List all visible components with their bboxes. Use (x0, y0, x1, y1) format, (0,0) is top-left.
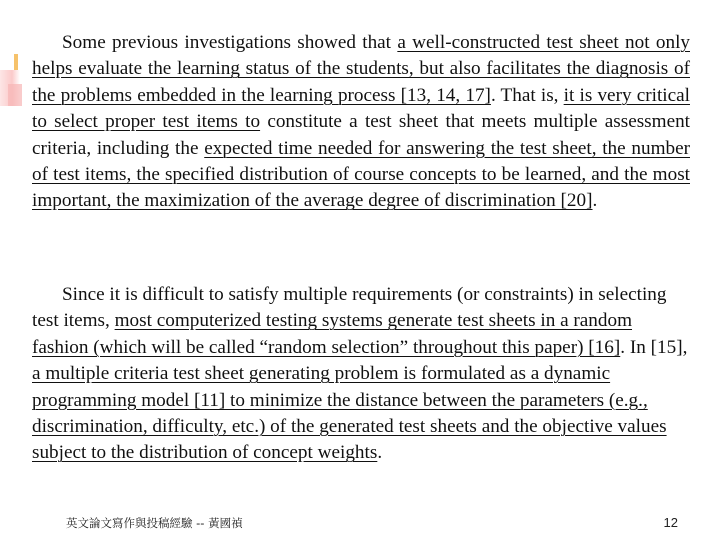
p1-underlined-1: a well-constructed test sheet not only helps evaluate the learning status of the students, but also facilitates the diagnosis of the problems embedded in the learning process [13, 14, 17] (32, 32, 690, 106)
p2-tail: . (377, 442, 383, 464)
p1-tail: . (592, 190, 598, 212)
p2-underlined-2: a multiple criteria test sheet generating problem is formulated as a dynamic programming model [11] to minimize the distance between the parameters (e.g., discrimination, difficulty, etc.) of the generated test sheets and the objective values subject to the distribution of concept weights (32, 363, 667, 464)
paragraph-1 (32, 30, 690, 215)
footer-caption: 英文論文寫作與投稿經驗 -- 黃國禎 (66, 516, 243, 530)
p2-text-mid: . In [15], (620, 336, 688, 358)
p1-text-mid: . That is, (490, 84, 564, 106)
p1-text-start: Some previous investigations showed that (62, 32, 398, 53)
page-number: 12 (663, 515, 678, 530)
p1-underlined-3: expected time needed for answering the test sheet, the number of test items, the specified distribution of course concepts to be learned, and the most important, the maximization of the average degree of discrimination [20] (32, 137, 690, 212)
decorative-accent-block-small (8, 84, 22, 106)
paragraph-2 (32, 282, 690, 467)
p1-text-end: constitute a test sheet that meets multiple assessment criteria, including the (32, 111, 691, 159)
p2-text-start: Since it is difficult to satisfy multiple requirements (or constraints) in selecting test items, (32, 284, 667, 332)
p2-underlined-1: most computerized testing systems generate test sheets in a random fashion (which will be called “random selection” throughout this paper) [16] (32, 310, 633, 358)
p1-underlined-2: it is very critical to select proper test items to (32, 84, 690, 133)
